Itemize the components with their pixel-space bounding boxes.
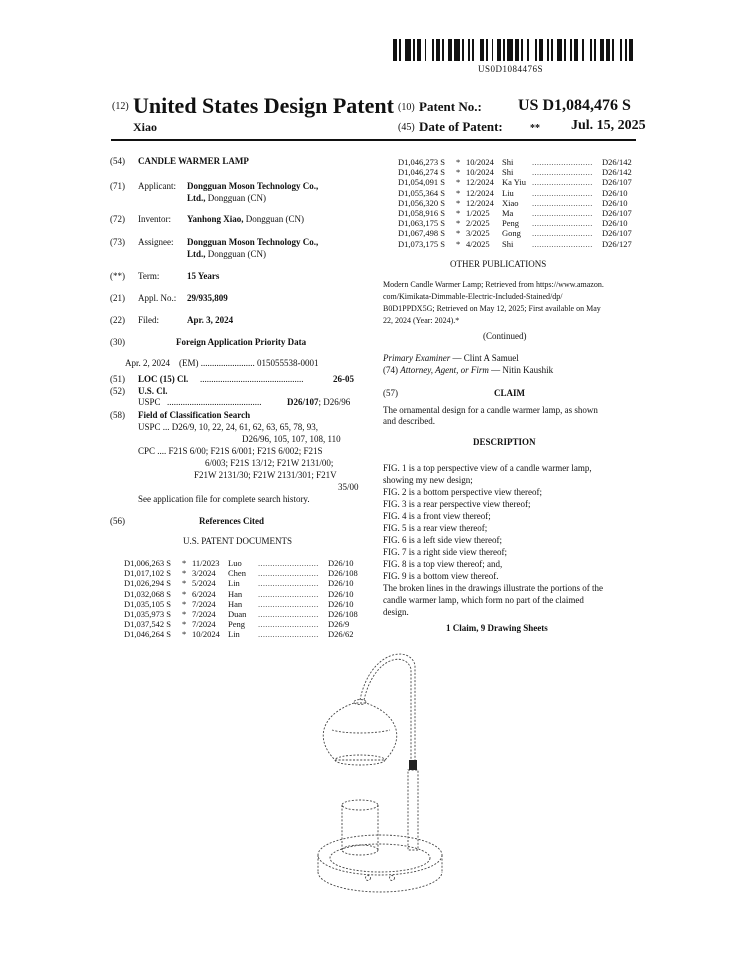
reference-inventor: Han xyxy=(228,588,243,599)
reference-number: D1,058,916 S xyxy=(398,208,445,218)
reference-class: D26/107 xyxy=(602,208,632,218)
reference-date: 11/2023 xyxy=(192,558,220,568)
assignee-name-2: Ltd., xyxy=(187,249,206,259)
term-label: Term: xyxy=(138,271,160,281)
claim-line-2: and described. xyxy=(383,416,435,426)
reference-inventor: Shi xyxy=(502,157,514,167)
reference-inventor: Han xyxy=(228,598,243,609)
description-line: FIG. 8 is a top view thereof; and, xyxy=(383,559,503,569)
references-left-list xyxy=(124,558,364,648)
reference-star: * xyxy=(456,197,461,208)
patent-number: US D1,084,476 S xyxy=(518,97,631,114)
attorney-code: (74) xyxy=(383,365,398,375)
reference-class: D26/142 xyxy=(602,157,632,167)
loc-value: 26-05 xyxy=(333,374,354,384)
reference-number: D1,046,273 S xyxy=(398,157,445,167)
reference-leader-dots: ......................... xyxy=(258,558,319,568)
reference-inventor: Xiao xyxy=(502,197,519,208)
term-value: 15 Years xyxy=(187,271,220,281)
field-heading: Field of Classification Search xyxy=(138,410,251,420)
inventor-name: Yanhong Xiao, xyxy=(187,214,244,224)
reference-date: 2/2025 xyxy=(466,218,490,229)
priority-code: (30) xyxy=(110,337,125,347)
description-heading: DESCRIPTION xyxy=(473,437,536,447)
reference-star: * xyxy=(182,598,187,609)
reference-class: D26/9 xyxy=(328,619,350,630)
assignee-name: Dongguan Moson Technology Co., xyxy=(187,237,319,247)
date-mark: ** xyxy=(530,123,540,134)
claim-heading: CLAIM xyxy=(494,388,525,398)
reference-star: * xyxy=(182,629,187,640)
reference-inventor: Gong xyxy=(502,228,521,239)
reference-star: * xyxy=(456,228,461,239)
reference-date: 10/2024 xyxy=(192,629,220,640)
reference-date: 10/2024 xyxy=(466,167,494,178)
description-line: The broken lines in the drawings illustrate the portions of the xyxy=(383,583,603,593)
claim-code: (57) xyxy=(383,388,398,398)
reference-inventor: Shi xyxy=(502,238,514,249)
reference-number: D1,006,263 S xyxy=(124,558,171,568)
priority-line: Apr. 2, 2024 (EM) ........................ 015055538-0001 xyxy=(125,358,319,368)
uspc-dots: .......................................... xyxy=(167,397,262,407)
reference-inventor: Liu xyxy=(502,187,514,198)
reference-date: 7/2024 xyxy=(192,619,216,630)
attorney-label: Attorney, Agent, or Firm xyxy=(400,365,489,375)
reference-date: 12/2024 xyxy=(466,187,494,198)
assignee-code: (73) xyxy=(110,237,125,247)
reference-inventor: Ka Yiu xyxy=(502,177,527,188)
reference-number: D1,055,364 S xyxy=(398,187,445,198)
reference-leader-dots: ......................... xyxy=(258,609,319,619)
reference-inventor: Chen xyxy=(228,568,246,579)
header-rule xyxy=(111,139,636,141)
reference-inventor: Ma xyxy=(502,208,514,218)
examiner-label: Primary Examiner xyxy=(383,353,451,363)
reference-number: D1,073,175 S xyxy=(398,238,445,249)
applicant-label: Applicant: xyxy=(138,181,176,191)
reference-leader-dots: ......................... xyxy=(532,208,593,218)
assignee-label: Assignee: xyxy=(138,237,174,247)
applicant-code: (71) xyxy=(110,181,125,191)
loc-label: LOC (15) Cl. xyxy=(138,374,189,384)
doc-type: United States Design Patent xyxy=(133,93,394,118)
inventor-code: (72) xyxy=(110,214,125,224)
reference-class: D26/10 xyxy=(602,187,628,198)
reference-class: D26/127 xyxy=(602,238,632,249)
appl-code: (21) xyxy=(110,293,125,303)
reference-inventor: Duan xyxy=(228,609,247,619)
barcode-text: US0D1084476S xyxy=(478,64,544,74)
reference-star: * xyxy=(456,218,461,229)
title-code: (54) xyxy=(110,156,125,166)
reference-number: D1,035,105 S xyxy=(124,598,171,609)
inventor-label: Inventor: xyxy=(138,214,171,224)
description-body xyxy=(383,462,643,618)
description-line: candle warmer lamp, which form no part of the claimed xyxy=(383,595,584,605)
patent-no-label: Patent No.: xyxy=(419,99,482,114)
reference-date: 10/2024 xyxy=(466,157,494,167)
applicant-name-2: Ltd., xyxy=(187,193,206,203)
reference-star: * xyxy=(182,568,187,579)
reference-star: * xyxy=(456,157,461,167)
reference-date: 3/2024 xyxy=(192,568,216,579)
reference-number: D1,037,542 S xyxy=(124,619,171,630)
uspc-value-2: ; D26/96 xyxy=(318,397,351,407)
reference-class: D26/10 xyxy=(328,558,354,568)
reference-class: D26/10 xyxy=(602,197,628,208)
claim-line-1: The ornamental design for a candle warmer lamp, as shown xyxy=(383,405,598,415)
appl-number: 29/935,809 xyxy=(187,293,228,303)
reference-leader-dots: ......................... xyxy=(258,568,319,579)
reference-leader-dots: ......................... xyxy=(532,197,593,208)
description-line: FIG. 5 is a rear view thereof; xyxy=(383,523,488,533)
candle-warmer-lamp-drawing xyxy=(280,640,480,940)
references-right-list xyxy=(398,157,638,247)
description-line: FIG. 3 is a rear perspective view thereof; xyxy=(383,499,531,509)
description-line: FIG. 7 is a right side view thereof; xyxy=(383,547,507,557)
field-line-4: 6/003; F21S 13/12; F21W 2131/00; xyxy=(205,458,334,468)
reference-star: * xyxy=(456,208,461,218)
reference-date: 1/2025 xyxy=(466,208,490,218)
reference-leader-dots: ......................... xyxy=(532,157,593,167)
reference-star: * xyxy=(182,619,187,630)
field-line-3: CPC .... F21S 6/00; F21S 6/001; F21S 6/002; F21S xyxy=(138,446,323,456)
description-line: FIG. 4 is a front view thereof; xyxy=(383,511,491,521)
uscl-code: (52) xyxy=(110,386,125,396)
reference-class: D26/10 xyxy=(328,598,354,609)
description-line: FIG. 9 is a bottom view thereof. xyxy=(383,571,499,581)
claims-summary: 1 Claim, 9 Drawing Sheets xyxy=(446,623,548,633)
reference-class: D26/142 xyxy=(602,167,632,178)
other-pubs-line-4: 22, 2024 (Year: 2024).* xyxy=(383,316,460,325)
reference-leader-dots: ......................... xyxy=(532,238,593,249)
reference-date: 5/2024 xyxy=(192,578,216,589)
inventor-header: Xiao xyxy=(133,120,157,134)
reference-class: D26/108 xyxy=(328,568,358,579)
date-of-patent: Jul. 15, 2025 xyxy=(571,118,646,133)
reference-star: * xyxy=(182,609,187,619)
filed-date: Apr. 3, 2024 xyxy=(187,315,234,325)
reference-date: 7/2024 xyxy=(192,609,216,619)
reference-date: 6/2024 xyxy=(192,588,216,599)
reference-leader-dots: ......................... xyxy=(258,588,319,599)
reference-number: D1,032,068 S xyxy=(124,588,171,599)
reference-number: D1,046,264 S xyxy=(124,629,171,640)
priority-heading: Foreign Application Priority Data xyxy=(176,337,307,347)
title: CANDLE WARMER LAMP xyxy=(138,156,249,166)
reference-star: * xyxy=(182,578,187,589)
field-line-5: F21W 2131/30; F21W 2131/301; F21V xyxy=(194,470,337,480)
reference-leader-dots: ......................... xyxy=(532,177,593,188)
reference-inventor: Lin xyxy=(228,629,240,640)
other-pubs-heading: OTHER PUBLICATIONS xyxy=(450,259,547,269)
lamp-knob xyxy=(409,760,417,770)
reference-star: * xyxy=(182,588,187,599)
field-line-2: D26/96, 105, 107, 108, 110 xyxy=(242,434,341,444)
reference-number: D1,046,274 S xyxy=(398,167,445,178)
filed-code: (22) xyxy=(110,315,125,325)
description-line: FIG. 2 is a bottom perspective view thereof; xyxy=(383,487,542,497)
examiner-name: — Clint A Samuel xyxy=(450,353,519,363)
reference-class: D26/10 xyxy=(328,588,354,599)
reference-leader-dots: ......................... xyxy=(532,187,593,198)
applicant-name: Dongguan Moson Technology Co., xyxy=(187,181,319,191)
reference-star: * xyxy=(456,167,461,178)
reference-number: D1,035,973 S xyxy=(124,609,171,619)
reference-date: 3/2025 xyxy=(466,228,490,239)
us-docs-heading: U.S. PATENT DOCUMENTS xyxy=(183,536,293,546)
reference-number: D1,026,294 S xyxy=(124,578,171,589)
reference-star: * xyxy=(456,187,461,198)
reference-star: * xyxy=(456,177,461,188)
other-pubs-line-1: Modern Candle Warmer Lamp; Retrieved from https://www.amazon. xyxy=(383,280,604,289)
other-pubs-line-2: com/Kimikata-Dimmable-Electric-Included-Stained/dp/ xyxy=(383,292,563,301)
reference-leader-dots: ......................... xyxy=(258,578,319,589)
reference-class: D26/62 xyxy=(328,629,354,640)
date-code: (45) xyxy=(398,122,415,133)
reference-inventor: Lin xyxy=(228,578,240,589)
reference-class: D26/107 xyxy=(602,228,632,239)
barcode xyxy=(393,39,638,61)
date-label: Date of Patent: xyxy=(419,119,503,134)
reference-date: 7/2024 xyxy=(192,598,216,609)
reference-class: D26/107 xyxy=(602,177,632,188)
barcode-bar xyxy=(633,39,637,61)
field-line-1: USPC ... D26/9, 10, 22, 24, 61, 62, 63, 65, 78, 93, xyxy=(138,422,319,432)
continued-note: (Continued) xyxy=(483,331,527,341)
doc-code: (12) xyxy=(112,101,129,112)
attorney-name: — Nitin Kaushik xyxy=(488,365,554,375)
reference-date: 12/2024 xyxy=(466,197,494,208)
reference-class: D26/10 xyxy=(602,218,628,229)
description-line: FIG. 6 is a left side view thereof; xyxy=(383,535,502,545)
assignee-location: Dongguan (CN) xyxy=(207,249,267,259)
inventor-location: Dongguan (CN) xyxy=(245,214,305,224)
filed-label: Filed: xyxy=(138,315,160,325)
uspc-label: USPC xyxy=(138,397,161,407)
loc-code: (51) xyxy=(110,374,125,384)
reference-leader-dots: ......................... xyxy=(532,167,593,178)
reference-number: D1,056,320 S xyxy=(398,197,445,208)
other-pubs-line-3: B0D1PPDX5G; Retrieved on May 12, 2025; First available on May xyxy=(383,304,601,313)
field-line-6: 35/00 xyxy=(338,482,359,492)
reference-leader-dots: ......................... xyxy=(258,629,319,640)
reference-number: D1,063,175 S xyxy=(398,218,445,229)
description-line: showing my new design; xyxy=(383,475,473,485)
reference-class: D26/108 xyxy=(328,609,358,619)
refs-code: (56) xyxy=(110,516,125,526)
reference-leader-dots: ......................... xyxy=(532,228,593,239)
uscl-label: U.S. Cl. xyxy=(138,386,168,396)
refs-heading: References Cited xyxy=(199,516,265,526)
reference-inventor: Luo xyxy=(228,558,242,568)
reference-inventor: Peng xyxy=(228,619,245,630)
loc-dots: .............................................. xyxy=(200,374,304,384)
reference-class: D26/10 xyxy=(328,578,354,589)
reference-inventor: Peng xyxy=(502,218,519,229)
reference-leader-dots: ......................... xyxy=(258,619,319,630)
reference-inventor: Shi xyxy=(502,167,514,178)
field-code: (58) xyxy=(110,410,125,420)
reference-leader-dots: ......................... xyxy=(258,598,319,609)
reference-star: * xyxy=(182,558,187,568)
term-code: (**) xyxy=(110,271,125,281)
reference-date: 4/2025 xyxy=(466,238,490,249)
uspc-value: D26/107 xyxy=(287,397,319,407)
reference-number: D1,054,091 S xyxy=(398,177,445,188)
reference-star: * xyxy=(456,238,461,249)
applicant-location: Dongguan (CN) xyxy=(207,193,267,203)
reference-number: D1,067,498 S xyxy=(398,228,445,239)
appl-label: Appl. No.: xyxy=(138,293,177,303)
reference-leader-dots: ......................... xyxy=(532,218,593,229)
reference-date: 12/2024 xyxy=(466,177,494,188)
description-line: design. xyxy=(383,607,409,617)
patent-no-code: (10) xyxy=(398,102,415,113)
field-note: See application file for complete search history. xyxy=(138,494,310,504)
reference-number: D1,017,102 S xyxy=(124,568,171,579)
description-line: FIG. 1 is a top perspective view of a candle warmer lamp, xyxy=(383,463,592,473)
